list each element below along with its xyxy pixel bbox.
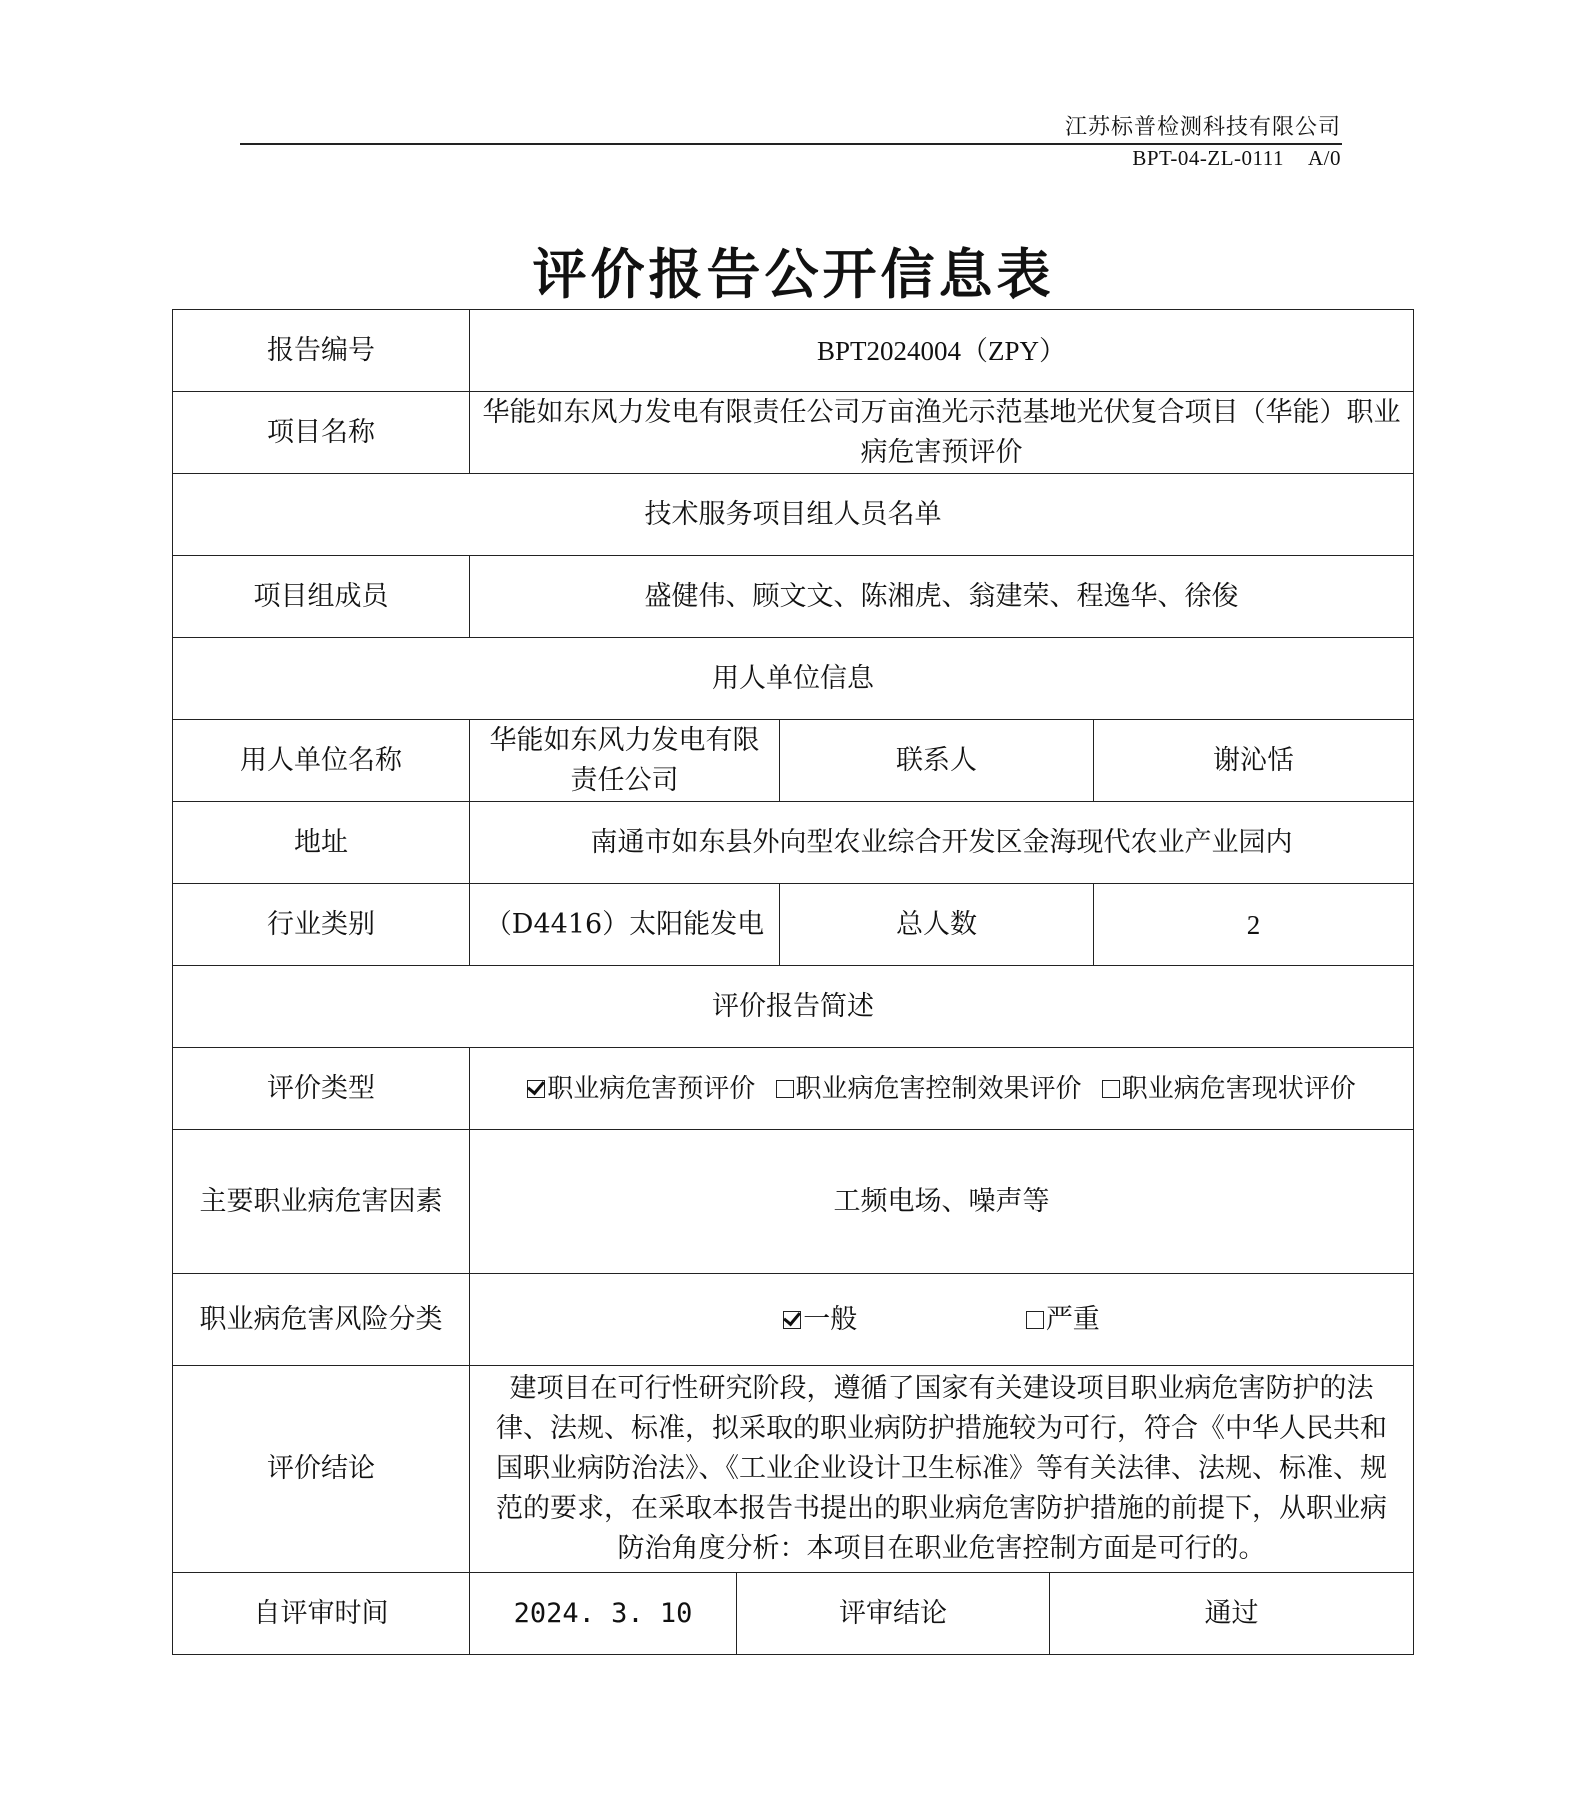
row-project-name — [173, 392, 1414, 474]
header-rule — [240, 143, 1342, 145]
review-time-label: 自评审时间 — [173, 1573, 470, 1655]
report-no-value: BPT2024004（ZPY） — [470, 310, 1414, 392]
doc-revision: A/0 — [1308, 146, 1341, 170]
conclusion-line: 律、法规、标准，拟采取的职业病防护措施较为可行，符合《中华人民共和 — [496, 1413, 1388, 1444]
report-no-label: 报告编号 — [173, 310, 470, 392]
eval-option-pre[interactable] — [527, 1074, 755, 1104]
conclusion-line: 规范的要求，在采取本报告书提出的职业病危害防护措施的前提下，从职业 — [496, 1453, 1388, 1524]
team-members-value: 盛健伟、顾文文、陈湘虎、翁建荣、程逸华、徐俊 — [470, 556, 1414, 638]
row-review — [173, 1573, 1414, 1655]
project-name-label: 项目名称 — [173, 392, 470, 474]
doc-code: BPT-04-ZL-0111 — [1132, 146, 1284, 170]
industry-value: （D4416）太阳能发电 — [470, 884, 780, 966]
project-name-value: 华能如东风力发电有限责任公司万亩渔光示范基地光伏复合项目（华能）职业病危害预评价 — [470, 392, 1414, 474]
conclusion-label: 评价结论 — [173, 1366, 470, 1573]
risk-option-general-label: 一般 — [803, 1303, 858, 1335]
review-time-value: 2024. 3. 10 — [470, 1573, 737, 1655]
conclusion-line: 建项目在可行性研究阶段，遵循了国家有关建设项目职业病危害防护的法 — [509, 1373, 1374, 1404]
risk-option-severe[interactable] — [1026, 1304, 1100, 1335]
conclusion-value — [470, 1366, 1414, 1573]
document-code — [1132, 146, 1341, 171]
risk-options — [470, 1274, 1414, 1366]
headcount-value: 2 — [1094, 884, 1414, 966]
checkbox-risk-severe[interactable] — [1026, 1311, 1044, 1329]
eval-option-pre-label: 职业病危害预评价 — [547, 1073, 756, 1104]
row-hazards — [173, 1130, 1414, 1274]
row-team-members — [173, 556, 1414, 638]
eval-option-control[interactable] — [776, 1074, 1082, 1104]
contact-value: 谢沁恬 — [1094, 720, 1414, 802]
risk-option-general[interactable] — [783, 1304, 857, 1335]
industry-label: 行业类别 — [173, 884, 470, 966]
eval-option-control-label: 职业病危害控制效果评价 — [795, 1073, 1082, 1104]
team-members-label: 项目组成员 — [173, 556, 470, 638]
evaluation-type-label: 评价类型 — [173, 1048, 470, 1130]
conclusion-line: 国职业病防治法》、《工业企业设计卫生标准》等有关法律、法规、标准、 — [496, 1453, 1361, 1484]
employer-name-label: 用人单位名称 — [173, 720, 470, 802]
row-report-no — [173, 310, 1414, 392]
row-employer-section — [173, 638, 1414, 720]
checkbox-status-evaluation[interactable] — [1102, 1080, 1120, 1098]
review-result-label: 评审结论 — [737, 1573, 1050, 1655]
row-summary-section — [173, 966, 1414, 1048]
risk-option-severe-label: 严重 — [1045, 1303, 1100, 1335]
company-name: 江苏标普检测科技有限公司 — [1064, 115, 1341, 140]
checkbox-pre-evaluation[interactable] — [527, 1080, 545, 1098]
conclusion-line: 病防治角度分析：本项目在职业危害控制方面是可行的。 — [617, 1493, 1388, 1564]
checkbox-control-evaluation[interactable] — [776, 1080, 794, 1098]
contact-label: 联系人 — [780, 720, 1094, 802]
page-title: 评价报告公开信息表 — [532, 242, 1055, 306]
address-label: 地址 — [173, 802, 470, 884]
row-conclusion — [173, 1366, 1414, 1573]
address-value: 南通市如东县外向型农业综合开发区金海现代农业产业园内 — [470, 802, 1414, 884]
row-employer-name — [173, 720, 1414, 802]
employer-name-value: 华能如东风力发电有限责任公司 — [470, 720, 780, 802]
summary-section-heading: 评价报告简述 — [173, 966, 1414, 1048]
team-section-heading: 技术服务项目组人员名单 — [173, 474, 1414, 556]
hazards-value: 工频电场、噪声等 — [470, 1130, 1414, 1274]
row-risk — [173, 1274, 1414, 1366]
headcount-label: 总人数 — [780, 884, 1094, 966]
info-table — [172, 309, 1414, 1655]
row-evaluation-type — [173, 1048, 1414, 1130]
risk-label: 职业病危害风险分类 — [173, 1274, 470, 1366]
hazards-label: 主要职业病危害因素 — [173, 1130, 470, 1274]
review-result-value: 通过 — [1050, 1573, 1414, 1655]
row-industry — [173, 884, 1414, 966]
row-address — [173, 802, 1414, 884]
employer-section-heading: 用人单位信息 — [173, 638, 1414, 720]
evaluation-type-options — [470, 1048, 1414, 1130]
eval-option-status-label: 职业病危害现状评价 — [1121, 1073, 1356, 1104]
checkbox-risk-general[interactable] — [783, 1311, 801, 1329]
row-team-section — [173, 474, 1414, 556]
eval-option-status[interactable] — [1102, 1074, 1356, 1104]
